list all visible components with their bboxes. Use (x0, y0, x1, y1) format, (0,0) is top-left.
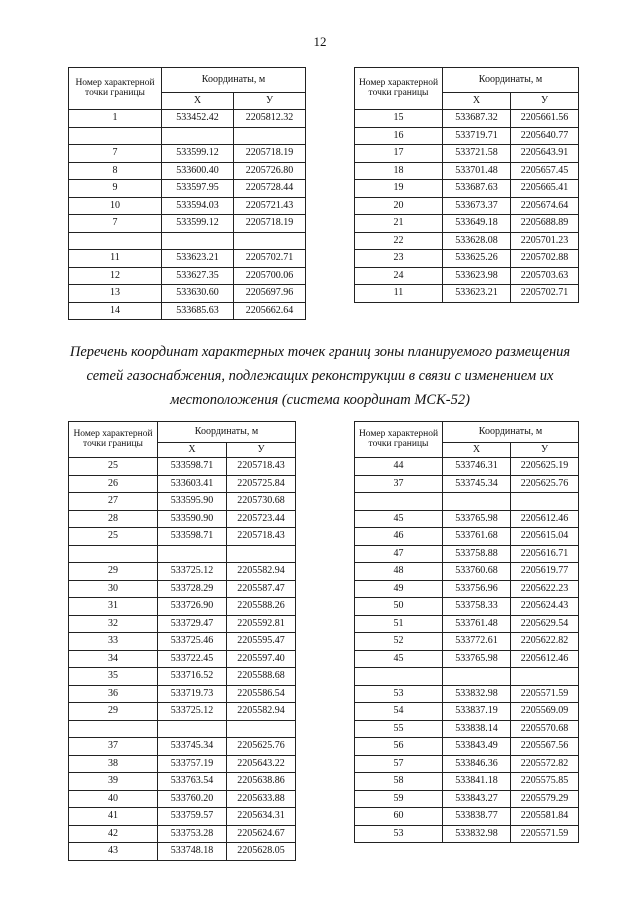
table-row (355, 197, 579, 215)
table-row (355, 738, 579, 756)
table-row (355, 755, 579, 773)
table-row (355, 563, 579, 581)
x-coordinate-cell: 533838.14 (443, 720, 511, 738)
x-coordinate-cell: 533745.34 (158, 738, 227, 756)
point-number-cell: 9 (69, 180, 162, 198)
y-coordinate-cell: 2205726.80 (234, 162, 306, 180)
coordinates-table-top-left (68, 67, 306, 320)
table-row (355, 790, 579, 808)
table-row (355, 650, 579, 668)
point-number-cell: 45 (355, 650, 443, 668)
header-x: X (162, 93, 234, 110)
table-row (69, 250, 306, 268)
table-row (69, 267, 306, 285)
x-coordinate-cell: 533761.48 (443, 615, 511, 633)
table-row (355, 545, 579, 563)
header-coordinates: Координаты, м (162, 68, 306, 93)
point-number-cell: 33 (69, 633, 158, 651)
x-coordinate-cell: 533843.27 (443, 790, 511, 808)
x-coordinate-cell: 533628.08 (443, 232, 511, 250)
table-row (355, 267, 579, 285)
table-row (355, 808, 579, 826)
x-coordinate-cell: 533590.90 (158, 510, 227, 528)
y-coordinate-cell: 2205567.56 (511, 738, 579, 756)
y-coordinate-cell: 2205700.06 (234, 267, 306, 285)
y-coordinate-cell (511, 493, 579, 511)
table-row (355, 145, 579, 163)
x-coordinate-cell: 533597.95 (162, 180, 234, 198)
y-coordinate-cell: 2205624.67 (227, 825, 296, 843)
point-number-cell: 13 (69, 285, 162, 303)
y-coordinate-cell: 2205581.84 (511, 808, 579, 826)
point-number-cell: 38 (69, 755, 158, 773)
table-row (69, 302, 306, 320)
y-coordinate-cell: 2205595.47 (227, 633, 296, 651)
table-row (69, 493, 296, 511)
y-coordinate-cell: 2205587.47 (227, 580, 296, 598)
point-number-cell: 46 (355, 528, 443, 546)
y-coordinate-cell: 2205615.04 (511, 528, 579, 546)
point-number-cell: 48 (355, 563, 443, 581)
table-row (69, 580, 296, 598)
point-number-cell: 30 (69, 580, 158, 598)
y-coordinate-cell: 2205718.19 (234, 215, 306, 233)
table-row (355, 633, 579, 651)
coordinates-table-bottom-right (354, 421, 579, 843)
table-row (355, 685, 579, 703)
point-number-cell: 47 (355, 545, 443, 563)
x-coordinate-cell: 533746.31 (443, 458, 511, 476)
point-number-cell: 45 (355, 510, 443, 528)
point-number-cell: 1 (69, 110, 162, 128)
y-coordinate-cell: 2205643.91 (511, 145, 579, 163)
x-coordinate-cell (443, 668, 511, 686)
header-point-number: Номер характерной точки границы (69, 68, 162, 110)
x-coordinate-cell: 533598.71 (158, 528, 227, 546)
x-coordinate-cell: 533685.63 (162, 302, 234, 320)
point-number-cell: 51 (355, 615, 443, 633)
heading-line-3: местоположения (система координат МСК-52) (170, 392, 470, 408)
point-number-cell: 22 (355, 232, 443, 250)
point-number-cell: 32 (69, 615, 158, 633)
point-number-cell: 40 (69, 790, 158, 808)
table-row (69, 215, 306, 233)
point-number-cell: 54 (355, 703, 443, 721)
y-coordinate-cell: 2205688.89 (511, 215, 579, 233)
point-number-cell: 55 (355, 720, 443, 738)
table-row (69, 232, 306, 250)
point-number-cell: 7 (69, 145, 162, 163)
table-row (69, 755, 296, 773)
point-number-cell: 43 (69, 843, 158, 861)
x-coordinate-cell: 533725.12 (158, 563, 227, 581)
table-row (69, 528, 296, 546)
y-coordinate-cell (234, 127, 306, 145)
point-number-cell: 12 (69, 267, 162, 285)
header-y: У (227, 443, 296, 458)
header-x: X (443, 93, 511, 110)
y-coordinate-cell: 2205674.64 (511, 197, 579, 215)
point-number-cell: 21 (355, 215, 443, 233)
table-row (355, 510, 579, 528)
y-coordinate-cell: 2205575.85 (511, 773, 579, 791)
table-row (69, 127, 306, 145)
x-coordinate-cell: 533687.63 (443, 180, 511, 198)
x-coordinate-cell: 533452.42 (162, 110, 234, 128)
x-coordinate-cell (158, 545, 227, 563)
point-number-cell (69, 127, 162, 145)
coordinates-table-top-right (354, 67, 579, 303)
point-number-cell: 11 (355, 285, 443, 303)
y-coordinate-cell: 2205612.46 (511, 650, 579, 668)
x-coordinate-cell: 533753.28 (158, 825, 227, 843)
point-number-cell: 35 (69, 668, 158, 686)
heading-line-1: Перечень координат характерных точек границ зоны планируемого размещения (69, 344, 571, 360)
y-coordinate-cell: 2205572.82 (511, 755, 579, 773)
x-coordinate-cell: 533757.19 (158, 755, 227, 773)
table-row (355, 110, 579, 128)
x-coordinate-cell: 533760.68 (443, 563, 511, 581)
point-number-cell: 41 (69, 808, 158, 826)
table-row (69, 843, 296, 861)
point-number-cell (355, 668, 443, 686)
y-coordinate-cell: 2205721.43 (234, 197, 306, 215)
header-y: У (234, 93, 306, 110)
x-coordinate-cell: 533760.20 (158, 790, 227, 808)
y-coordinate-cell: 2205723.44 (227, 510, 296, 528)
x-coordinate-cell (443, 493, 511, 511)
y-coordinate-cell: 2205586.54 (227, 685, 296, 703)
table-row (355, 458, 579, 476)
x-coordinate-cell: 533726.90 (158, 598, 227, 616)
point-number-cell: 20 (355, 197, 443, 215)
table-row (69, 180, 306, 198)
x-coordinate-cell: 533728.29 (158, 580, 227, 598)
y-coordinate-cell (227, 720, 296, 738)
point-number-cell: 36 (69, 685, 158, 703)
x-coordinate-cell: 533599.12 (162, 145, 234, 163)
y-coordinate-cell: 2205582.94 (227, 703, 296, 721)
point-number-cell: 19 (355, 180, 443, 198)
point-number-cell: 25 (69, 458, 158, 476)
y-coordinate-cell: 2205625.19 (511, 458, 579, 476)
table-row (355, 720, 579, 738)
page-number: 12 (313, 34, 327, 49)
x-coordinate-cell: 533761.68 (443, 528, 511, 546)
x-coordinate-cell: 533600.40 (162, 162, 234, 180)
y-coordinate-cell: 2205702.71 (234, 250, 306, 268)
table-row (69, 110, 306, 128)
point-number-cell: 44 (355, 458, 443, 476)
y-coordinate-cell: 2205629.54 (511, 615, 579, 633)
table-row (355, 250, 579, 268)
table-row (69, 458, 296, 476)
x-coordinate-cell: 533598.71 (158, 458, 227, 476)
table-row (69, 773, 296, 791)
point-number-cell: 31 (69, 598, 158, 616)
point-number-cell: 15 (355, 110, 443, 128)
y-coordinate-cell: 2205662.64 (234, 302, 306, 320)
y-coordinate-cell: 2205579.29 (511, 790, 579, 808)
x-coordinate-cell: 533729.47 (158, 615, 227, 633)
point-number-cell: 14 (69, 302, 162, 320)
y-coordinate-cell (227, 545, 296, 563)
x-coordinate-cell: 533701.48 (443, 162, 511, 180)
table-row (355, 475, 579, 493)
x-coordinate-cell: 533725.46 (158, 633, 227, 651)
x-coordinate-cell: 533627.35 (162, 267, 234, 285)
header-point-number: Номер характерной точки границы (355, 422, 443, 458)
y-coordinate-cell: 2205588.26 (227, 598, 296, 616)
point-number-cell: 37 (355, 475, 443, 493)
table-row (355, 232, 579, 250)
point-number-cell: 60 (355, 808, 443, 826)
table-row (69, 145, 306, 163)
y-coordinate-cell: 2205728.44 (234, 180, 306, 198)
x-coordinate-cell: 533599.12 (162, 215, 234, 233)
point-number-cell: 11 (69, 250, 162, 268)
point-number-cell: 39 (69, 773, 158, 791)
x-coordinate-cell: 533630.60 (162, 285, 234, 303)
y-coordinate-cell: 2205701.23 (511, 232, 579, 250)
x-coordinate-cell: 533837.19 (443, 703, 511, 721)
table-row (69, 162, 306, 180)
table-row (355, 773, 579, 791)
point-number-cell: 23 (355, 250, 443, 268)
table-row (69, 685, 296, 703)
x-coordinate-cell: 533748.18 (158, 843, 227, 861)
x-coordinate-cell (162, 127, 234, 145)
table-row (355, 285, 579, 303)
point-number-cell: 16 (355, 127, 443, 145)
y-coordinate-cell: 2205569.09 (511, 703, 579, 721)
table-row (69, 510, 296, 528)
y-coordinate-cell: 2205702.71 (511, 285, 579, 303)
y-coordinate-cell: 2205597.40 (227, 650, 296, 668)
point-number-cell: 7 (69, 215, 162, 233)
heading-line-2: сетей газоснабжения, подлежащих реконструкции в связи с изменением их (86, 368, 554, 384)
point-number-cell (69, 545, 158, 563)
y-coordinate-cell: 2205622.23 (511, 580, 579, 598)
x-coordinate-cell: 533758.88 (443, 545, 511, 563)
point-number-cell: 37 (69, 738, 158, 756)
y-coordinate-cell: 2205640.77 (511, 127, 579, 145)
x-coordinate-cell: 533772.61 (443, 633, 511, 651)
x-coordinate-cell (162, 232, 234, 250)
point-number-cell: 29 (69, 703, 158, 721)
y-coordinate-cell: 2205622.82 (511, 633, 579, 651)
table-row (355, 180, 579, 198)
x-coordinate-cell: 533687.32 (443, 110, 511, 128)
table-row (355, 580, 579, 598)
x-coordinate-cell: 533832.98 (443, 825, 511, 843)
y-coordinate-cell: 2205661.56 (511, 110, 579, 128)
point-number-cell: 57 (355, 755, 443, 773)
x-coordinate-cell: 533594.03 (162, 197, 234, 215)
x-coordinate-cell (158, 720, 227, 738)
point-number-cell: 56 (355, 738, 443, 756)
y-coordinate-cell: 2205571.59 (511, 825, 579, 843)
table-row (355, 598, 579, 616)
header-coordinates: Координаты, м (443, 68, 579, 93)
y-coordinate-cell: 2205624.43 (511, 598, 579, 616)
y-coordinate-cell: 2205570.68 (511, 720, 579, 738)
point-number-cell (69, 232, 162, 250)
x-coordinate-cell: 533759.57 (158, 808, 227, 826)
y-coordinate-cell: 2205657.45 (511, 162, 579, 180)
y-coordinate-cell: 2205571.59 (511, 685, 579, 703)
table-row (69, 633, 296, 651)
point-number-cell: 53 (355, 685, 443, 703)
y-coordinate-cell: 2205612.46 (511, 510, 579, 528)
header-x: X (158, 443, 227, 458)
table-row (69, 703, 296, 721)
table-row (355, 127, 579, 145)
point-number-cell: 28 (69, 510, 158, 528)
y-coordinate-cell: 2205633.88 (227, 790, 296, 808)
table-row (69, 598, 296, 616)
table-row (355, 668, 579, 686)
y-coordinate-cell: 2205634.31 (227, 808, 296, 826)
table-row (69, 615, 296, 633)
table-row (69, 285, 306, 303)
x-coordinate-cell: 533745.34 (443, 475, 511, 493)
point-number-cell: 8 (69, 162, 162, 180)
point-number-cell: 17 (355, 145, 443, 163)
table-row (69, 808, 296, 826)
y-coordinate-cell: 2205697.96 (234, 285, 306, 303)
point-number-cell: 18 (355, 162, 443, 180)
point-number-cell: 53 (355, 825, 443, 843)
y-coordinate-cell: 2205703.63 (511, 267, 579, 285)
x-coordinate-cell: 533603.41 (158, 475, 227, 493)
y-coordinate-cell: 2205592.81 (227, 615, 296, 633)
table-row (69, 197, 306, 215)
table-row (355, 162, 579, 180)
y-coordinate-cell: 2205725.84 (227, 475, 296, 493)
x-coordinate-cell: 533832.98 (443, 685, 511, 703)
point-number-cell: 25 (69, 528, 158, 546)
x-coordinate-cell: 533719.73 (158, 685, 227, 703)
x-coordinate-cell: 533846.36 (443, 755, 511, 773)
point-number-cell: 49 (355, 580, 443, 598)
y-coordinate-cell: 2205625.76 (227, 738, 296, 756)
x-coordinate-cell: 533725.12 (158, 703, 227, 721)
x-coordinate-cell: 533595.90 (158, 493, 227, 511)
y-coordinate-cell (234, 232, 306, 250)
point-number-cell: 10 (69, 197, 162, 215)
x-coordinate-cell: 533623.98 (443, 267, 511, 285)
point-number-cell: 24 (355, 267, 443, 285)
x-coordinate-cell: 533841.18 (443, 773, 511, 791)
x-coordinate-cell: 533838.77 (443, 808, 511, 826)
point-number-cell: 34 (69, 650, 158, 668)
table-row (69, 475, 296, 493)
point-number-cell: 50 (355, 598, 443, 616)
x-coordinate-cell: 533649.18 (443, 215, 511, 233)
y-coordinate-cell: 2205619.77 (511, 563, 579, 581)
table-row (69, 563, 296, 581)
table-row (355, 825, 579, 843)
y-coordinate-cell: 2205812.32 (234, 110, 306, 128)
x-coordinate-cell: 533623.21 (162, 250, 234, 268)
table-row (69, 790, 296, 808)
point-number-cell: 29 (69, 563, 158, 581)
x-coordinate-cell: 533673.37 (443, 197, 511, 215)
x-coordinate-cell: 533763.54 (158, 773, 227, 791)
y-coordinate-cell: 2205638.86 (227, 773, 296, 791)
x-coordinate-cell: 533719.71 (443, 127, 511, 145)
point-number-cell: 26 (69, 475, 158, 493)
point-number-cell: 52 (355, 633, 443, 651)
y-coordinate-cell: 2205702.88 (511, 250, 579, 268)
header-x: X (443, 443, 511, 458)
y-coordinate-cell: 2205616.71 (511, 545, 579, 563)
table-row (355, 493, 579, 511)
table-row (69, 825, 296, 843)
header-point-number: Номер характерной точки границы (69, 422, 158, 458)
x-coordinate-cell: 533843.49 (443, 738, 511, 756)
y-coordinate-cell: 2205718.43 (227, 528, 296, 546)
y-coordinate-cell: 2205643.22 (227, 755, 296, 773)
table-row (69, 738, 296, 756)
x-coordinate-cell: 533756.96 (443, 580, 511, 598)
y-coordinate-cell: 2205718.19 (234, 145, 306, 163)
table-row (69, 545, 296, 563)
x-coordinate-cell: 533625.26 (443, 250, 511, 268)
header-coordinates: Координаты, м (158, 422, 296, 443)
point-number-cell (69, 720, 158, 738)
table-row (355, 215, 579, 233)
table-row (69, 650, 296, 668)
y-coordinate-cell: 2205628.05 (227, 843, 296, 861)
point-number-cell: 58 (355, 773, 443, 791)
y-coordinate-cell: 2205588.68 (227, 668, 296, 686)
x-coordinate-cell: 533722.45 (158, 650, 227, 668)
header-y: У (511, 93, 579, 110)
header-point-number: Номер характерной точки границы (355, 68, 443, 110)
x-coordinate-cell: 533758.33 (443, 598, 511, 616)
y-coordinate-cell: 2205665.41 (511, 180, 579, 198)
section-heading (0, 340, 640, 412)
x-coordinate-cell: 533623.21 (443, 285, 511, 303)
table-row (355, 703, 579, 721)
table-row (355, 615, 579, 633)
point-number-cell: 27 (69, 493, 158, 511)
header-y: У (511, 443, 579, 458)
coordinates-table-bottom-left (68, 421, 296, 861)
point-number-cell (355, 493, 443, 511)
y-coordinate-cell: 2205582.94 (227, 563, 296, 581)
point-number-cell: 59 (355, 790, 443, 808)
table-row (69, 720, 296, 738)
x-coordinate-cell: 533721.58 (443, 145, 511, 163)
x-coordinate-cell: 533765.98 (443, 510, 511, 528)
x-coordinate-cell: 533716.52 (158, 668, 227, 686)
table-row (355, 528, 579, 546)
header-coordinates: Координаты, м (443, 422, 579, 443)
x-coordinate-cell: 533765.98 (443, 650, 511, 668)
y-coordinate-cell: 2205730.68 (227, 493, 296, 511)
table-row (69, 668, 296, 686)
y-coordinate-cell (511, 668, 579, 686)
y-coordinate-cell: 2205718.43 (227, 458, 296, 476)
y-coordinate-cell: 2205625.76 (511, 475, 579, 493)
point-number-cell: 42 (69, 825, 158, 843)
